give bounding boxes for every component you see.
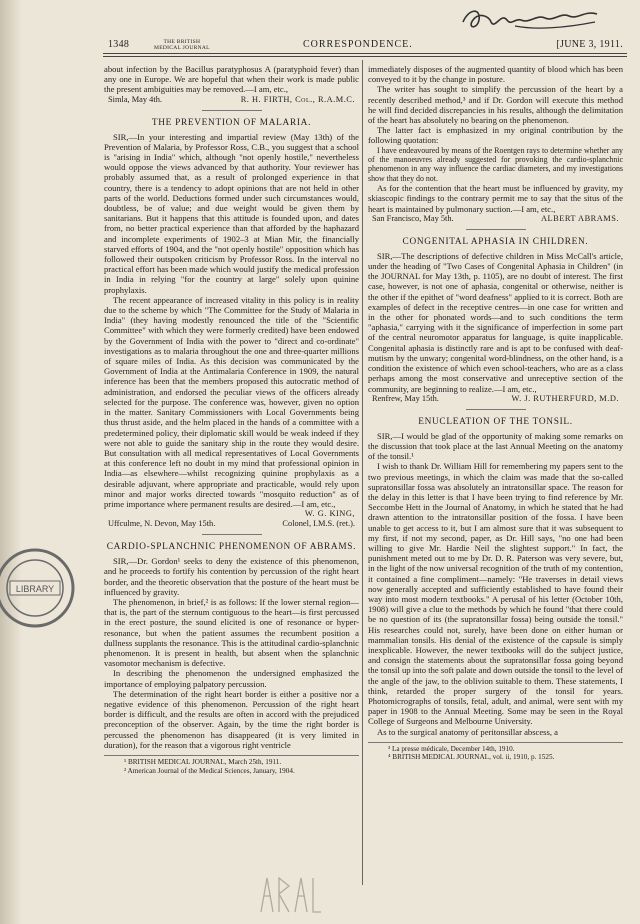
left-column <box>104 64 359 920</box>
signature-place-row <box>104 519 359 529</box>
intro-paragraph: about infection by the Bacillus paratyphosus A (paratyphoid fever) than any one in Europe. We are hopeful that when their work is made public the present ambiguities may be removed.—I am, etc., <box>104 64 359 95</box>
paragraph: As for the contention that the heart must be influenced by gravity, my skiascopic findings to the contrary permit me to say that the situs of the heart is maintained by pulmonary suction.—I am, etc., <box>368 183 623 214</box>
paragraph: The phenomenon, in brief,² is as follows: If the lower sternal region—that is, the part of the sternum contiguous to the heart—is first percussed in the erect posture, the sound elicited is one of resonance or hyper-resonance, but when the patient assumes the recumbent position a dullness supplants the resonance. This is the attitudinal cardio-splanchnic phenomenon. It is present in health, but absent when the splanchnic vasomotor mechanism is defective. <box>104 596 359 669</box>
signature-name: R. H. FIRTH, Col., R.A.M.C. <box>240 94 355 104</box>
signature-place: Uffculme, N. Devon, May 15th. <box>108 519 216 529</box>
library-stamp <box>0 545 78 631</box>
right-column <box>368 64 623 920</box>
paragraph: SIR,—In your interesting and impartial review (May 13th) of the Prevention of Malaria, by Professor Ross, C.B., you suggest that a school is "arising in India" which, although "not openly hostile," nevertheless would oppose the views advanced by that authority. Your reviewer has probably assumed that, as a result of prolonged experience in that country, there is a tendency to adopt opinions that are not held in other parts of the world. Deductions formed under such circumstances would, doubtless, be of value; and due weight would be given them by sanitarians. But it happens that this attitude is founded upon, and dates from, no better practical experience than that afforded by the haphazard and incomplete experiments of 1902–3 at Mian Mir, the financially starved efforts of 1904, and the "not openly hostile" opposition which has followed their outspoken criticism by Professor Ross. In the interval no practical effort has been made which would justify the medical profession in India in relying "for the country at large" solely upon quinine prophylaxis. <box>104 131 359 295</box>
footnote: ² American Journal of the Medical Sciences, January, 1904. <box>124 766 295 775</box>
paragraph: immediately disposes of the augmented quantity of blood which has been conveyed to it by the change in posture. <box>368 64 623 85</box>
signature-name: ALBERT ABRAMS. <box>540 213 619 223</box>
paragraph: SIR,—Dr. Gordon¹ seeks to deny the existence of this phenomenon, and he proceeds to fortify his contention by percussion of the right heart border, and the theoretic observation that the posture of the heart must be influenced by gravity. <box>104 556 359 597</box>
footnote: ⁴ BRITISH MEDICAL JOURNAL, vol. ii, 1910, p. 1525. <box>388 753 555 762</box>
issue-date: [JUNE 3, 1911. <box>556 39 623 50</box>
running-head <box>108 38 623 52</box>
signature-name: W. G. KING, <box>304 509 355 519</box>
article-separator <box>202 534 262 535</box>
paragraph: The determination of the right heart border is either a positive nor a negative evidence of this phenomenon. Percussion of the right heart border is difficult, and the results are often in accord with the prejudiced preconception of the observer. Again, by the time the right border is percussed the phenomenon has disappeared (it is very limited in duration), for the reason that a vigorous right ventricle <box>104 688 359 750</box>
paragraph: The recent appearance of increased vitality in this policy is in reality due to the scheme by which "The Committee for the Study of Malaria in India" (they having modestly renounced the title of the "Scientific Committee" with which they were formerly credited) have been endowed by the Government of India with the power to "direct and co-ordinate" investigations as to malaria throughout the one and three-quarter millions of square miles of India. As this decision was communicated by the Government of India at the Antimalaria Conference in 1909, the natural inference has been that the members proposed this autocratic method of administration, and endorsed the peculiar views of the officers already selected for the purpose. The conference was, however, given no option in the matter. Sanitary Commissioners with Local Governments being thus thrust aside, and the helm placed in the hands of a committee with a predetermined policy, their diplomatic skill would be weak indeed if they were not able to guide the sanitary ship in the route they would desire. But consultation with all medical representatives of Local Governments at this conference left no doubt in my mind that professional opinion in India—as elsewhere—whilst recognizing quinine prophylaxis as a desirable adjuvant, where appropriate and practicable, would rely upon minor and major works directed towards "mosquito reduction" as of prime importance where permanent results are desired.—I am, etc., <box>104 294 359 509</box>
page-number: 1348 <box>108 39 130 50</box>
journal-name-line1: THE BRITISH <box>163 39 201 45</box>
abrams-signature <box>368 214 623 224</box>
stamp-label: LIBRARY <box>15 584 55 594</box>
paragraph: As to the surgical anatomy of peritonsillar abscess, a <box>377 726 558 737</box>
pencil-marking <box>255 872 325 920</box>
section-title: CORRESPONDENCE. <box>303 39 413 50</box>
paragraph: The writer has sought to simplify the percussion of the heart by a recently described method,³ and if Dr. Gordon will execute this method he will find decided discrepancies in his results, although the delimitation of the heart has absolutely no bearing on the phenomenon. <box>368 84 623 126</box>
signature-name-row <box>104 509 359 519</box>
paragraph: The latter fact is emphasized in my original contribution by the following quotation: <box>368 125 623 146</box>
journal-name-line2: MEDICAL JOURNAL <box>154 45 210 51</box>
signature-place: Simla, May 4th. <box>108 94 162 104</box>
signature-place: San Francisco, May 5th. <box>372 213 454 223</box>
paragraph: In describing the phenomenon the undersigned emphasized the importance of employing palpatory percussion. <box>104 668 359 689</box>
article-heading-tonsil: ENUCLEATION OF THE TONSIL. <box>418 416 573 427</box>
article-separator <box>202 110 262 111</box>
handwritten-signature <box>455 2 605 36</box>
footnote: ¹ BRITISH MEDICAL JOURNAL, March 25th, 1911. <box>124 757 282 766</box>
column-divider <box>362 60 363 885</box>
block-quote: I have endeavoured by means of the Roentgen rays to determine whether any of the manoeuvres already suggested for provoking the cardio-splanchnic phenomenon in any way influence the cardiac diameters, and my investigations show that they do not. <box>368 145 623 183</box>
signature-place: Renfrew, May 15th. <box>372 393 439 403</box>
footnotes-right <box>368 742 623 762</box>
header-rule <box>103 53 627 54</box>
article-heading-cardio: CARDIO-SPLANCHNIC PHENOMENON OF ABRAMS. <box>106 542 357 553</box>
footnotes-left <box>104 755 359 775</box>
paragraph: SIR,—The descriptions of defective children in Miss McCall's article, under the heading of "Two Cases of Congenital Aphasia in Children" (in the JOURNAL for May 13th, p. 1105), are no doubt of interest. The first case, however, is not one of aphasia, congenital or otherwise, neither is the other if the epithet of "word deafness" applied to it is correct. Both are examples of defect in the receptive centres—in one case for written and in the other for phonated words—and to such conditions the term "aphasia," carrying with it the significance of imperfection in some part of the central neuromotor apparatus for language, is quite inapplicable. Congenital aphasia is distinctly rare and is apt to be confused with deaf-mutism by the unwary; congenital word-blindness, on the other hand, is a condition the existence of which even school-teachers, who are as a class perhaps among the most conservative and unreceptive section of the community, are beginning to realize.—I am, etc., <box>368 250 623 394</box>
article-separator <box>466 409 526 410</box>
paragraph: SIR,—I would be glad of the opportunity of making some remarks on the discussion that took place at the last Annual Meeting on the anatomy of the tonsil.¹ <box>368 430 623 462</box>
intro-signature <box>104 95 359 105</box>
signature-rank: Colonel, I.M.S. (ret.). <box>282 519 355 529</box>
journal-name <box>154 39 210 51</box>
header-rule-2 <box>103 56 627 57</box>
paragraph: I wish to thank Dr. William Hill for remembering my papers sent to the two previous meetings, in which the claim was made that the so-called supratonsillar fossa was absolutely an intratonsillar space. The reason for the delay in this letter is that I have been trying to find reference by Mr. Seccombe Hett in the Journal of Anatomy, in which he stated that he had drawn attention to the intratonsillar position of the fossa. I have been unable to get access to it, but I am almost sure that it was subsequent to my first, if not my second, paper, as Dr. Hill says, "no one had been willing to give Mr. Hardie Neil the slightest support." In fact, the punishment meted out to me by Dr. D. R. Paterson was very severe, but, in the light of the now universal recognition of the truth of my contention, it contained a fine compliment—namely: "He traverses in detail views now generally accepted and sufficiently established to have found their way into most modern textbooks." A perusal of his letter (October 10th, 1908) will give a clue to the methods by which he found "that there could be no question of its (the supratonsillar fossa) being outside the tonsil." His researches could not, surely, have been done on either human or mammalian tonsils. His denial of the existence of the capsule is simply inexplicable. However, the newer textbooks will do the subject justice, and consign the statements about the supratonsillar fossa going beyond the tonsil up into the soft palate and down outside the tonsil to the level of the angle of the jaw, to the oblivion suitable to them. These statements, I think, retarded the proper surgery of the tonsil for years. Photomicrographs of tonsils, fetal, adult, and animal, were sent with my paper in 1908 to the Annual Meeting. Some may be seen in the Royal College of Surgeons and Melbourne University. <box>368 461 623 727</box>
article-separator <box>466 229 526 230</box>
signature-name: W. J. RUTHERFURD, M.D. <box>511 393 619 403</box>
article-heading-malaria: THE PREVENTION OF MALARIA. <box>151 117 312 128</box>
article-heading-aphasia: CONGENITAL APHASIA IN CHILDREN. <box>402 236 589 247</box>
footnote: ³ La presse médicale, December 14th, 1910. <box>388 744 515 753</box>
binding-shadow <box>0 0 22 924</box>
aphasia-signature <box>368 394 623 404</box>
